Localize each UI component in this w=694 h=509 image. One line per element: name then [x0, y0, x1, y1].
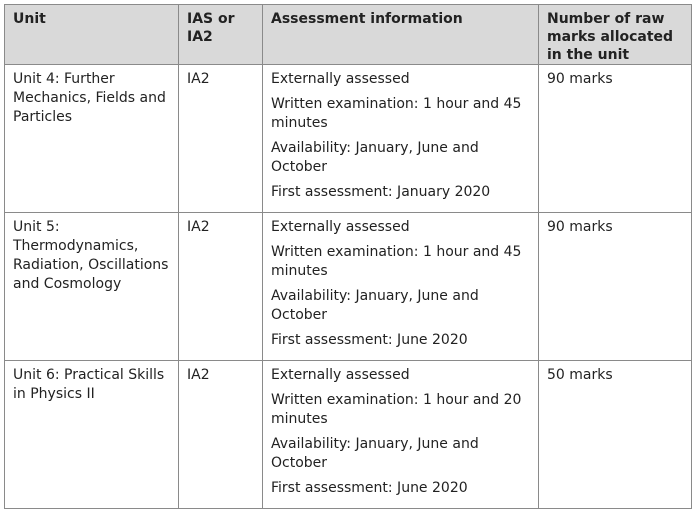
assessment-type: Externally assessed — [271, 71, 410, 87]
level-cell: IA2 — [179, 213, 263, 361]
table-row — [5, 65, 692, 213]
table-row — [5, 361, 692, 509]
header-marks: Number of raw marks allocated in the unit — [539, 5, 692, 65]
assessment-availability: Availability: January, June and October — [271, 140, 479, 175]
assessment-first: First assessment: January 2020 — [271, 184, 491, 200]
unit-cell: Unit 6: Practical Skills in Physics II — [5, 361, 179, 509]
assessment-type: Externally assessed — [271, 367, 410, 383]
assessment-first: First assessment: June 2020 — [271, 332, 468, 348]
unit-cell: Unit 5: Thermodynamics, Radiation, Oscillations and Cosmology — [5, 213, 179, 361]
assessment-availability: Availability: January, June and October — [271, 436, 479, 471]
table-body — [5, 65, 692, 509]
assessment-cell — [263, 65, 539, 213]
header-unit: Unit — [5, 5, 179, 65]
assessment-availability: Availability: January, June and October — [271, 288, 479, 323]
marks-cell: 90 marks — [539, 213, 692, 361]
assessment-cell — [263, 213, 539, 361]
assessment-type: Externally assessed — [271, 219, 410, 235]
assessment-table — [4, 4, 692, 509]
assessment-first: First assessment: June 2020 — [271, 480, 468, 496]
marks-cell: 50 marks — [539, 361, 692, 509]
table-header — [5, 5, 692, 65]
header-assessment: Assessment information — [263, 5, 539, 65]
table-row — [5, 213, 692, 361]
level-cell: IA2 — [179, 65, 263, 213]
assessment-duration: Written examination: 1 hour and 45 minutes — [271, 244, 522, 279]
header-level: IAS or IA2 — [179, 5, 263, 65]
marks-cell: 90 marks — [539, 65, 692, 213]
assessment-cell — [263, 361, 539, 509]
header-row — [5, 5, 692, 65]
level-cell: IA2 — [179, 361, 263, 509]
assessment-duration: Written examination: 1 hour and 20 minutes — [271, 392, 522, 427]
assessment-duration: Written examination: 1 hour and 45 minutes — [271, 96, 522, 131]
unit-cell: Unit 4: Further Mechanics, Fields and Particles — [5, 65, 179, 213]
